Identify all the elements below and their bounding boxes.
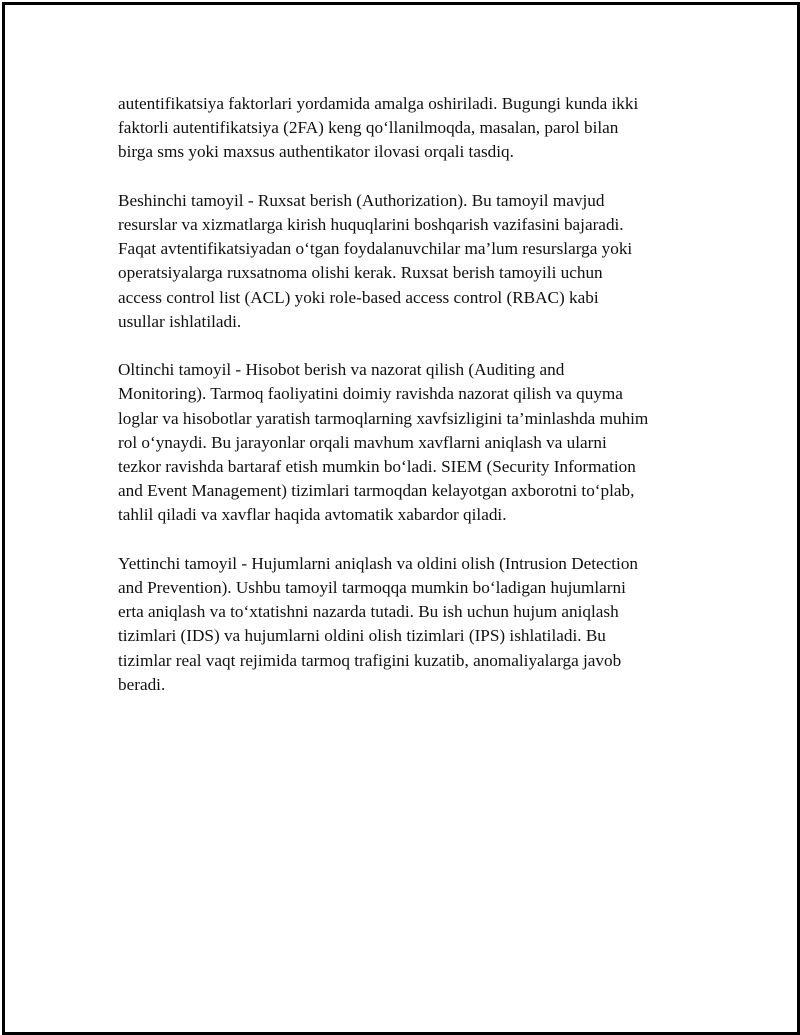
text-line: beradi. [118,674,166,694]
text-line: Yettinchi tamoyil - Hujumlarni aniqlash va oldini olish (Intrusion Detection [118,553,639,573]
text-line: birga sms yoki maxsus authentikator ilovasi orqali tasdiq. [118,142,514,162]
text-line: tizimlar real vaqt rejimida tarmoq trafigini kuzatib, anomaliyalarga javob [118,650,622,670]
text-line: Faqat avtentifikatsiyadan o‘tgan foydalanuvchilar ma’lum resurslarga yoki [118,239,633,259]
text-line: loglar va hisobotlar yaratish tarmoqlarning xavfsizligini ta’minlashda muhim [118,408,649,428]
text-line: access control list (ACL) yoki role-based access control (RBAC) kabi [118,287,599,307]
text-line: erta aniqlash va to‘xtatishni nazarda tutadi. Bu ish uchun hujum aniqlash [118,602,619,622]
text-line: tizimlari (IDS) va hujumlarni oldini olish tizimlari (IPS) ishlatiladi. Bu [118,626,606,646]
text-line: autentifikatsiya faktorlari yordamida amalga oshiriladi. Bugungi kunda ikki [118,94,639,113]
text-line: faktorli autentifikatsiya (2FA) keng qo‘llanilmoqda, masalan, parol bilan [118,118,619,138]
text-line: Beshinchi tamoyil - Ruxsat berish (Authorization). Bu tamoyil mavjud [118,190,605,210]
text-line: tezkor ravishda bartaraf etish mumkin bo‘ladi. SIEM (Security Information [118,457,636,477]
text-line: tahlil qiladi va xavflar haqida avtomatik xabardor qiladi. [118,505,507,525]
text-line: operatsiyalarga ruxsatnoma olishi kerak. Ruxsat berish tamoyili uchun [118,263,603,283]
text-line: Oltinchi tamoyil - Hisobot berish va nazorat qilish (Auditing and [118,360,565,380]
text-line: usullar ishlatiladi. [118,311,242,331]
text-line: rol o‘ynaydi. Bu jarayonlar orqali mavhum xavflarni aniqlash va ularni [118,432,607,452]
text-line: Monitoring). Tarmoq faoliyatini doimiy ravishda nazorat qilish va quyma [118,384,623,404]
paragraph-authorization [118,189,698,334]
paragraph-auditing-monitoring [118,358,698,527]
text-line: resurslar va xizmatlarga kirish huquqlarini boshqarish vazifasini bajaradi. [118,215,624,234]
paragraph-authentication-continued [118,92,698,165]
document-body [118,92,698,721]
text-line: and Event Management) tizimlari tarmoqdan kelayotgan axborotni to‘plab, [118,481,635,501]
text-line: and Prevention). Ushbu tamoyil tarmoqqa mumkin bo‘ladigan hujumlarni [118,578,626,598]
paragraph-intrusion-detection [118,552,698,697]
